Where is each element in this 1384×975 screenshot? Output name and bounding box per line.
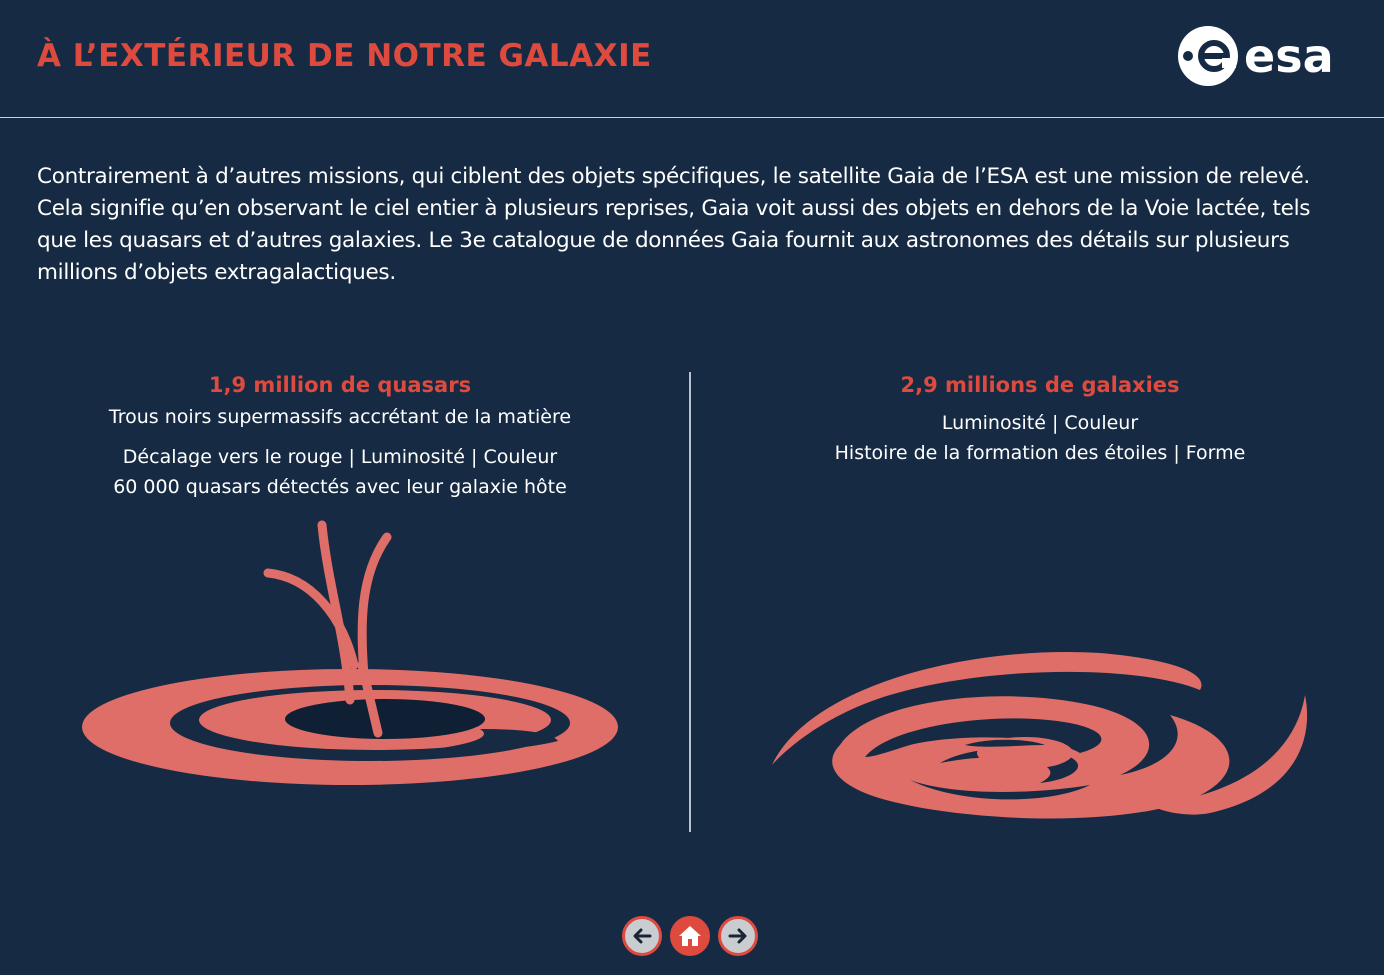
home-icon xyxy=(677,924,703,948)
galaxies-title: 2,9 millions de galaxies xyxy=(900,373,1180,397)
page-title: À L’EXTÉRIEUR DE NOTRE GALAXIE xyxy=(37,38,652,74)
prev-button[interactable] xyxy=(622,916,662,956)
next-button[interactable] xyxy=(718,916,758,956)
quasars-section xyxy=(40,368,640,502)
black-hole-illustration xyxy=(80,515,625,790)
galaxies-properties-1: Luminosité | Couleur xyxy=(941,412,1139,434)
intro-paragraph: Contrairement à d’autres missions, qui ciblent des objets spécifiques, le satellite Gaia de l’ESA est une mission de relevé. Cela signifie qu’en observant le ciel entier à plusieurs reprises, Gaia voit aussi des objets en dehors de la Voie lactée, tels que les quasars et d’autres galaxies. Le 3e catalogue de données Gaia fournit aux astronomes des détails sur plusieurs millions d’objets extragalactiques. xyxy=(37,164,1311,285)
header-divider xyxy=(0,117,1384,118)
arrow-right-icon xyxy=(726,924,750,948)
arrow-left-icon xyxy=(630,924,654,948)
quasars-subtitle: Trous noirs supermassifs accrétant de la matière xyxy=(108,406,572,428)
quasars-note: 60 000 quasars détectés avec leur galaxie hôte xyxy=(113,476,567,498)
column-divider xyxy=(689,372,691,832)
galaxies-properties-2: Histoire de la formation des étoiles | Forme xyxy=(834,442,1246,464)
galaxies-section xyxy=(740,368,1340,468)
logo-text: esa xyxy=(1244,29,1334,83)
spiral-galaxy-illustration xyxy=(770,645,1315,820)
quasars-properties: Décalage vers le rouge | Luminosité | Couleur xyxy=(122,446,558,468)
quasars-title: 1,9 million de quasars xyxy=(208,373,472,397)
home-button[interactable] xyxy=(670,916,710,956)
esa-logo xyxy=(1176,24,1348,88)
